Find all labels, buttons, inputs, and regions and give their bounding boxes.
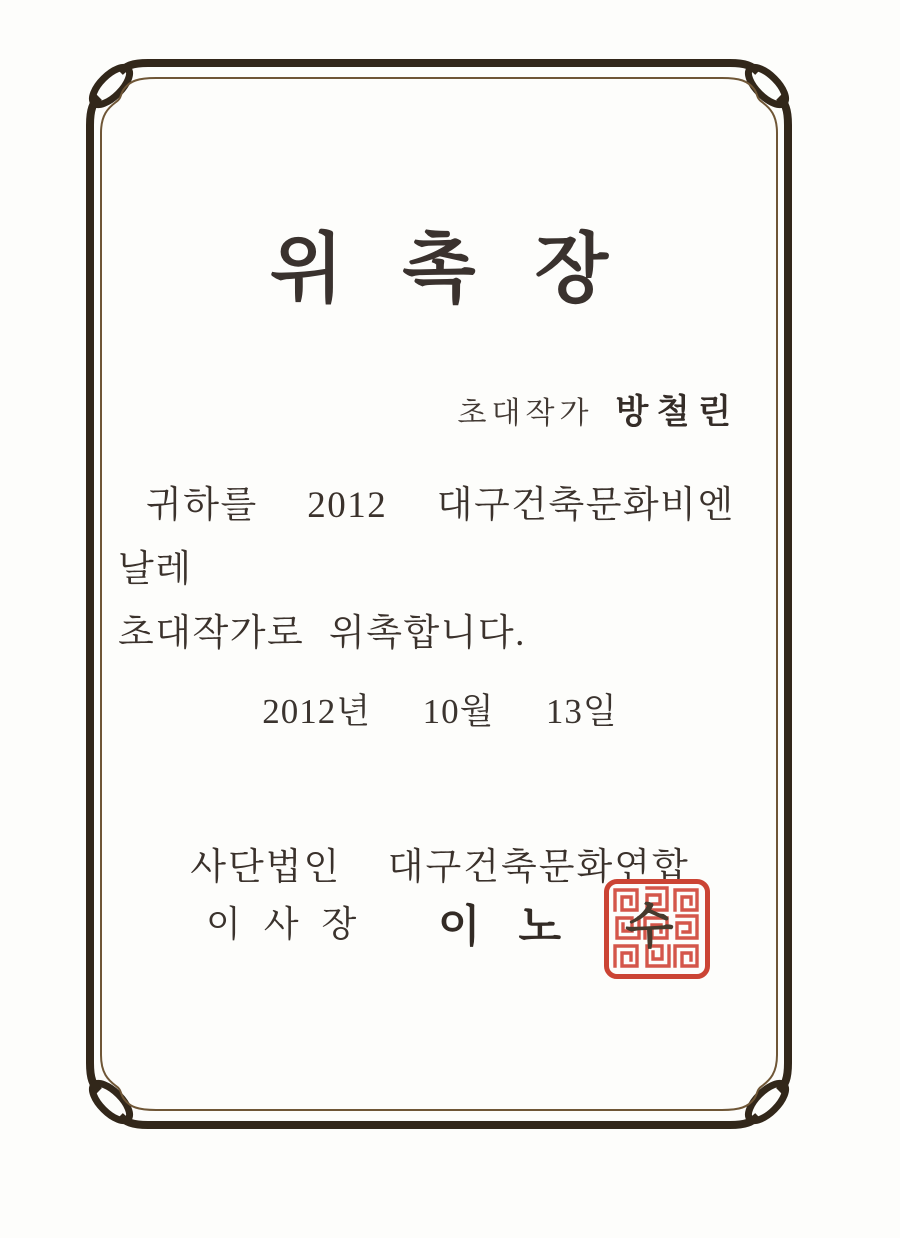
issuing-organization: 사단법인 대구건축문화연합: [190, 847, 690, 888]
issue-date: 2012년 10월 13일: [262, 692, 618, 731]
appointment-statement-line2: 초대작가로 위촉합니다.: [118, 613, 526, 654]
signer-title: 이 사 장: [206, 904, 360, 944]
appointment-statement-line1: 귀하를 2012 대구건축문화비엔날레: [118, 485, 735, 590]
appointment-statement: [118, 474, 768, 666]
certificate-title: 위 촉 장: [269, 228, 611, 312]
signer-name: 이 노: [438, 902, 562, 951]
official-seal: [604, 879, 710, 979]
recipient-name: 방 철 린: [615, 394, 731, 431]
recipient-label: 초대작가: [457, 397, 594, 430]
seal-signature-char: 수: [624, 897, 675, 955]
recipient-line: [85, 384, 731, 433]
corner-loop-ornament-bottom-left: [87, 1055, 156, 1126]
corner-loop-ornament-top-left: [87, 62, 156, 133]
corner-loop-ornament-top-right: [722, 62, 791, 133]
corner-loop-ornament-bottom-right: [722, 1055, 791, 1126]
